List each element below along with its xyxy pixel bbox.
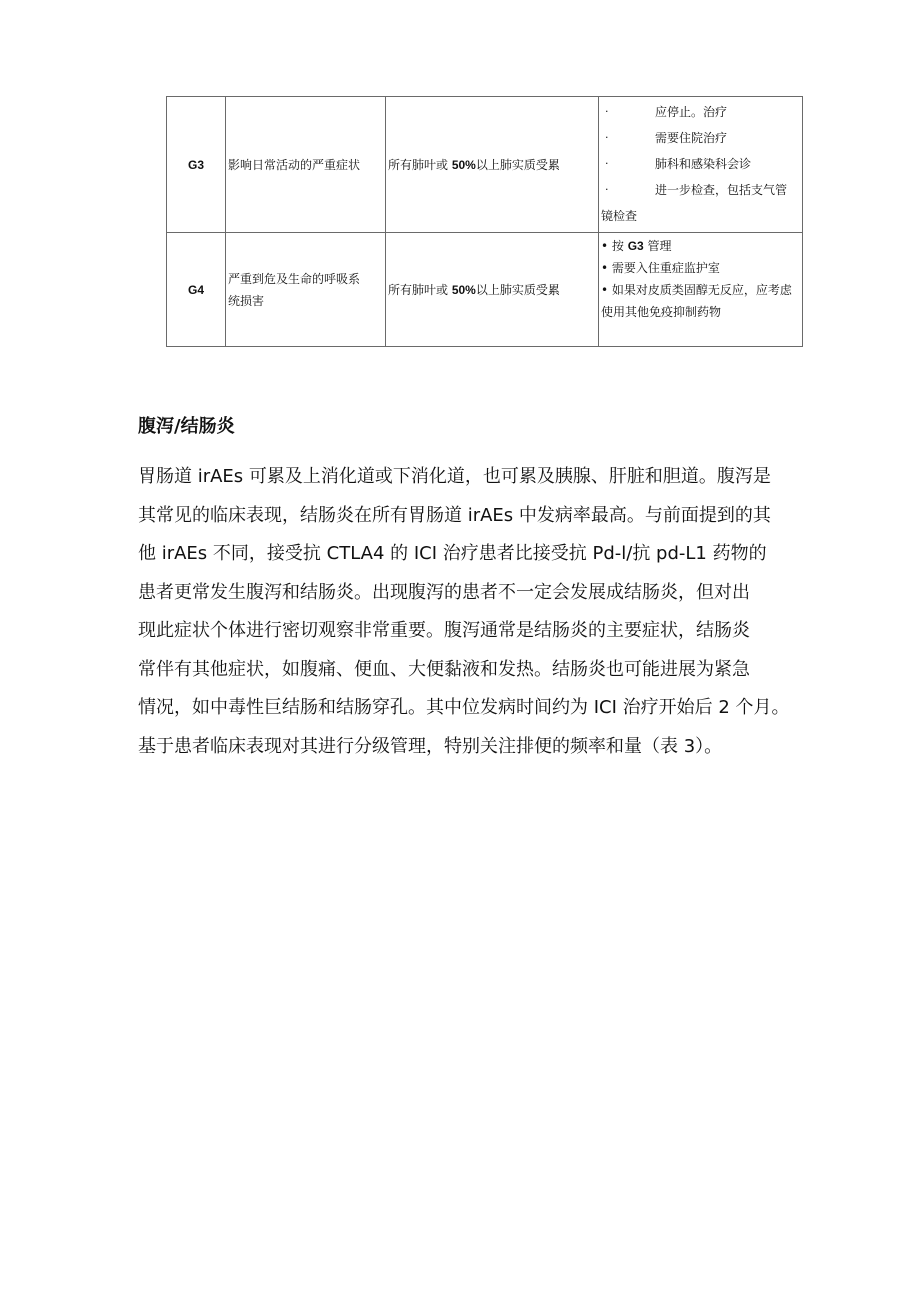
management-cell (599, 233, 803, 347)
list-item: • 需要入住重症监护室 (601, 261, 720, 275)
body-paragraph (138, 458, 838, 766)
symptoms-cell: 严重到危及生命的呼吸系 统损害 (226, 233, 386, 347)
toxicity-grade-table (166, 96, 803, 347)
table-row-g4 (167, 233, 803, 347)
list-item: · 需要住院治疗 (601, 125, 798, 151)
bullet-dot: · (605, 183, 609, 196)
paragraph-line: 胃肠道 irAEs 可累及上消化道或下消化道，也可累及胰腺、肝脏和胆道。腹泻是 (138, 466, 771, 487)
grade-cell: G4 (167, 233, 226, 347)
imaging-text: 所有肺叶或 50%以上肺实质受累 (388, 157, 560, 172)
table-row-g3 (167, 97, 803, 233)
paragraph-line: 他 irAEs 不同，接受抗 CTLA4 的 ICI 治疗患者比接受抗 Pd-l/抗 pd-L1 药物的 (138, 543, 767, 564)
paragraph-line: 其常见的临床表现，结肠炎在所有胃肠道 irAEs 中发病率最高。与前面提到的其 (138, 504, 771, 526)
section-heading: 腹泻/结肠炎 (138, 416, 235, 437)
management-list (601, 99, 798, 229)
imaging-text: 所有肺叶或 50%以上肺实质受累 (388, 282, 560, 297)
management-list (601, 235, 798, 323)
imaging-cell (386, 233, 599, 347)
grade-cell: G3 (167, 97, 226, 233)
list-item: • 如果对皮质类固醇无反应，应考虑 使用其他免疫抑制药物 (601, 283, 792, 319)
symptoms-text: 影响日常活动的严重症状 (228, 157, 361, 172)
paragraph-line: 基于患者临床表现对其进行分级管理，特别关注排便的频率和量（表 3）。 (138, 735, 723, 757)
management-cell (599, 97, 803, 233)
paragraph-line: 常伴有其他症状，如腹痛、便血、大便黏液和发热。结肠炎也可能进展为紧急 (138, 658, 750, 680)
bullet-dot: · (605, 105, 609, 118)
imaging-cell (386, 97, 599, 233)
symptoms-cell (226, 97, 386, 233)
paragraph-line: 患者更常发生腹泻和结肠炎。出现腹泻的患者不一定会发展成结肠炎，但对出 (138, 581, 750, 603)
list-item: · 应停止。治疗 (601, 99, 798, 125)
bullet-dot: · (605, 131, 609, 144)
paragraph-line: 情况，如中毒性巨结肠和结肠穿孔。其中位发病时间约为 ICI 治疗开始后 2 个月。 (138, 697, 790, 718)
list-item: • 按 G3 管理 (601, 239, 672, 253)
list-item: · 肺科和感染科会诊 (601, 151, 798, 177)
paragraph-line: 现此症状个体进行密切观察非常重要。腹泻通常是结肠炎的主要症状，结肠炎 (138, 620, 750, 641)
bullet-dot: · (605, 157, 609, 170)
list-item: · 进一步检查，包括支气管 镜检查 (601, 177, 798, 229)
